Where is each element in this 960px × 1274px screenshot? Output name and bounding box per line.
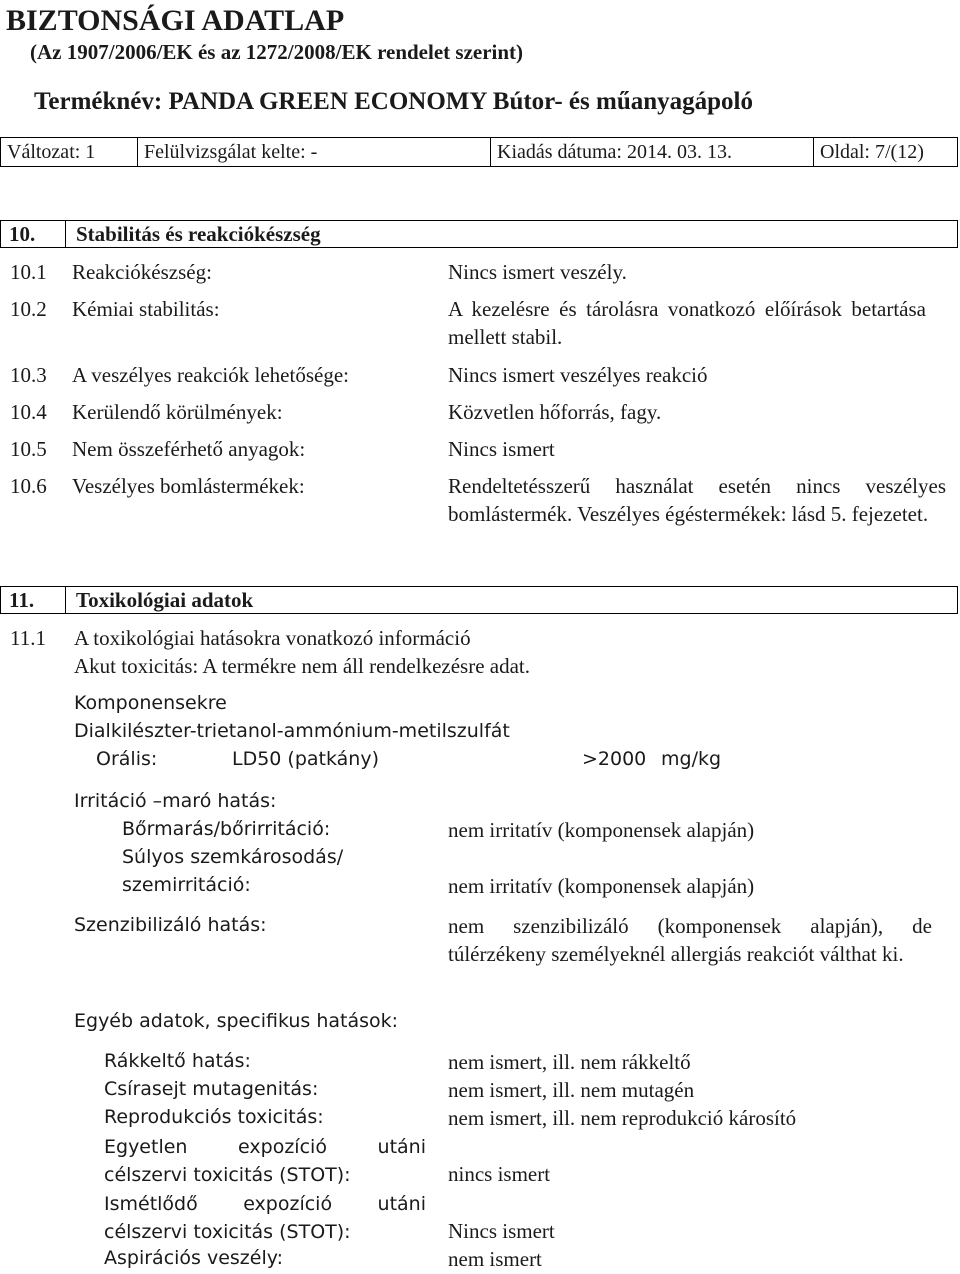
document-info-bar (0, 137, 958, 167)
other-effects-label: Egyéb adatok, specifikus hatások: (74, 1010, 399, 1032)
item-10-2-label: Kémiai stabilitás: (72, 297, 220, 321)
skin-corrosion-label: Bőrmarás/bőrirritáció: (122, 818, 331, 840)
oral-test: LD50 (patkány) (232, 748, 380, 770)
item-10-5-value: Nincs ismert (448, 437, 555, 461)
issue-date-cell: Kiadás dátuma: 2014. 03. 13. (491, 138, 814, 166)
document-title: BIZTONSÁGI ADATLAP (6, 4, 345, 37)
item-10-5-number: 10.5 (10, 437, 47, 461)
stot-repeated-value: Nincs ismert (448, 1219, 555, 1243)
section-title: Toxikológiai adatok (76, 588, 254, 612)
item-10-2-number: 10.2 (10, 297, 47, 321)
irritation-label: Irritáció –maró hatás: (74, 790, 277, 812)
document-subtitle: (Az 1907/2006/EK és az 1272/2008/EK rendelet szerint) (30, 40, 524, 64)
section-number: 10. (1, 221, 66, 247)
aspiration-hazard-label: Aspirációs veszély: (104, 1247, 284, 1269)
skin-corrosion-value: nem irritatív (komponensek alapján) (448, 818, 755, 842)
mutagenicity-label: Csírasejt mutagenitás: (104, 1078, 319, 1100)
acute-toxicity-text: Akut toxicitás: A termékre nem áll rendelkezésre adat. (74, 654, 530, 678)
item-10-4-label: Kerülendő körülmények: (72, 400, 283, 424)
stot-repeated-label: Ismétlődő expozíció utáni célszervi toxicitás (STOT): (104, 1193, 426, 1243)
eye-damage-label-line1: Súlyos szemkárosodás/ (122, 846, 344, 868)
mutagenicity-value: nem ismert, ill. nem mutagén (448, 1078, 695, 1102)
reproductive-toxicity-value: nem ismert, ill. nem reprodukció károsító (448, 1106, 797, 1130)
item-10-1-number: 10.1 (10, 260, 47, 284)
item-10-3-number: 10.3 (10, 363, 47, 387)
section-title: Stabilitás és reakciókészség (76, 222, 321, 246)
section-11-heading (0, 586, 958, 614)
item-10-3-label: A veszélyes reakciók lehetősége: (72, 363, 349, 387)
eye-damage-value: nem irritatív (komponensek alapján) (448, 874, 755, 898)
carcinogenicity-label: Rákkeltő hatás: (104, 1050, 251, 1072)
stot-single-value: nincs ismert (448, 1162, 551, 1186)
item-10-1-label: Reakciókészség: (72, 260, 212, 284)
item-10-2-value: A kezelésre és tárolásra vonatkozó előírások betartása mellett stabil. (448, 297, 926, 349)
review-date-cell: Felülvizsgálat kelte: - (138, 138, 491, 166)
aspiration-hazard-value: nem ismert (448, 1247, 542, 1271)
oral-value: >2000 (582, 748, 647, 770)
item-10-3-value: Nincs ismert veszélyes reakció (448, 363, 708, 387)
item-10-4-number: 10.4 (10, 400, 47, 424)
item-10-6-value: Rendeltetésszerű használat esetén nincs veszélyes bomlástermék. Veszélyes égéstermékek: lásd 5. fejezetet. (448, 474, 946, 526)
components-label: Komponensekre (74, 692, 227, 714)
product-name: Terméknév: PANDA GREEN ECONOMY Bútor- és műanyagápoló (34, 88, 753, 115)
eye-damage-label-line2: szemirritáció: (122, 874, 251, 896)
section-number: 11. (1, 587, 66, 613)
stot-single-label: Egyetlen expozíció utáni célszervi toxicitás (STOT): (104, 1136, 426, 1186)
version-cell: Változat: 1 (1, 138, 138, 166)
section-10-heading (0, 220, 958, 248)
reproductive-toxicity-label: Reprodukciós toxicitás: (104, 1106, 324, 1128)
item-10-1-value: Nincs ismert veszély. (448, 260, 627, 284)
sensitisation-value: nem szenzibilizáló (komponensek alapján), de túlérzékeny személyeknél allergiás reakciót válthat ki. (448, 914, 932, 966)
item-10-5-label: Nem összeférhető anyagok: (72, 437, 306, 461)
sensitisation-label: Szenzibilizáló hatás: (74, 914, 267, 936)
carcinogenicity-value: nem ismert, ill. nem rákkeltő (448, 1050, 691, 1074)
item-11-1-number: 11.1 (10, 626, 46, 650)
page-number-cell: Oldal: 7/(12) (820, 141, 924, 163)
item-11-1-title: A toxikológiai hatásokra vonatkozó információ (74, 626, 471, 650)
component-name: Dialkilészter-trietanol-ammónium-metilszulfát (74, 720, 510, 742)
oral-label: Orális: (96, 748, 158, 770)
item-10-4-value: Közvetlen hőforrás, fagy. (448, 400, 662, 424)
oral-unit: mg/kg (661, 748, 722, 770)
item-10-6-number: 10.6 (10, 474, 47, 498)
item-10-6-label: Veszélyes bomlástermékek: (72, 474, 305, 498)
